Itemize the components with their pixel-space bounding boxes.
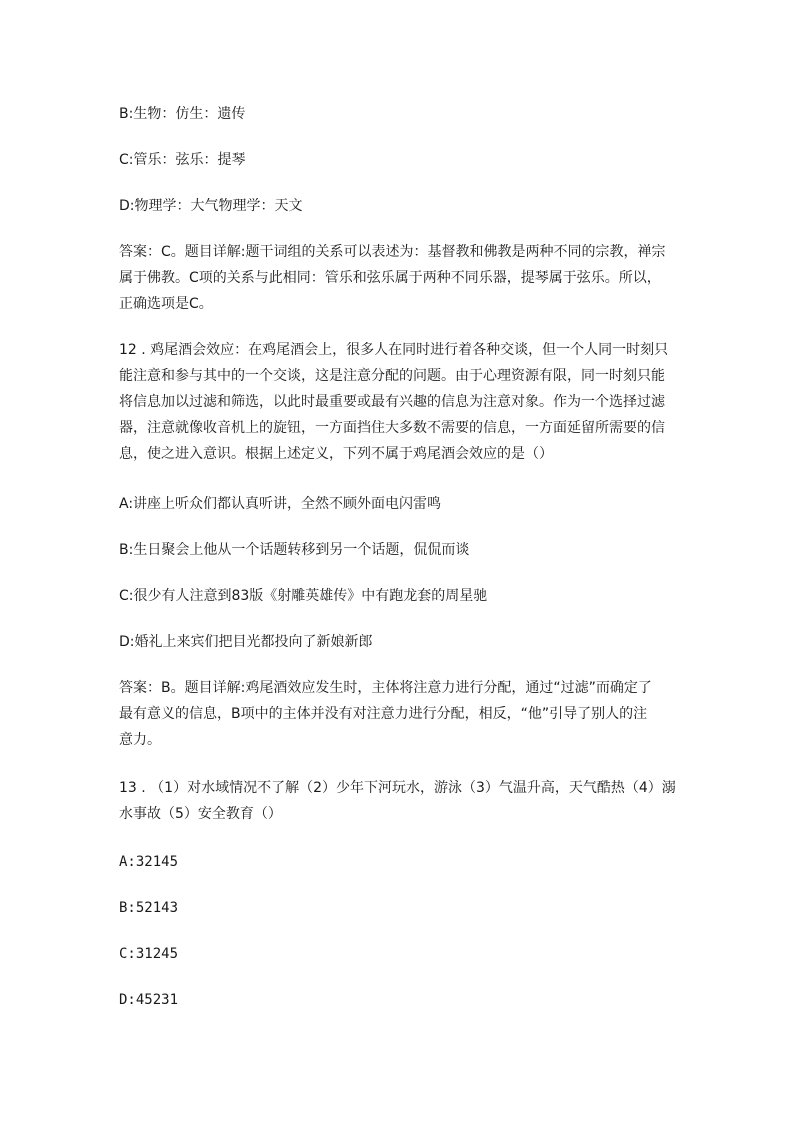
q11-option-c: C:管乐：弦乐：提琴 [119, 152, 246, 168]
q12-option-b: B:生日聚会上他从一个话题转移到另一个话题，侃侃而谈 [119, 542, 470, 558]
q13-stem-line: 水事故（5）安全教育（） [119, 806, 282, 822]
q13-option-c: C:31245 [119, 946, 179, 962]
q13-stem-line: 13 . （1）对水域情况不了解（2）少年下河玩水，游泳（3）气温升高，天气酷热（4）溺 [119, 780, 676, 796]
q12-answer-line: 最有意义的信息，B项中的主体并没有对注意力进行分配，相反，“他”引导了别人的注 [119, 706, 648, 722]
q12-stem-line: 器，注意就像收音机上的旋钮，一方面挡住大多数不需要的信息，一方面延留所需要的信 [119, 420, 665, 436]
q12-option-d: D:婚礼上来宾们把目光都投向了新娘新郎 [119, 634, 373, 650]
q13-option-a: A:32145 [119, 854, 179, 870]
q13-option-b: B:52143 [119, 900, 179, 916]
q13-option-d: D:45231 [119, 992, 179, 1008]
q12-stem-line: 12 . 鸡尾酒会效应：在鸡尾酒会上，很多人在同时进行着各种交谈，但一个人同一时刻只 [119, 342, 669, 358]
q12-stem-line: 将信息加以过滤和筛选，以此时最重要或最有兴趣的信息为注意对象。作为一个选择过滤 [119, 394, 665, 410]
q12-answer-line: 答案：B。题目详解:鸡尾酒效应发生时，主体将注意力进行分配，通过“过滤”而确定了 [119, 680, 652, 696]
q12-answer-line: 意力。 [119, 732, 161, 748]
q11-answer-line: 属于佛教。C项的关系与此相同：管乐和弦乐属于两种不同乐器，提琴属于弦乐。所以， [119, 270, 661, 286]
q11-answer-line: 正确选项是C。 [119, 296, 213, 312]
q11-option-b: B:生物：仿生：遗传 [119, 106, 246, 122]
q11-option-d: D:物理学：大气物理学：天文 [119, 198, 303, 214]
q12-option-a: A:讲座上听众们都认真听讲，全然不顾外面电闪雷鸣 [119, 496, 442, 512]
q12-stem-line: 能注意和参与其中的一个交谈，这是注意分配的问题。由于心理资源有限，同一时刻只能 [119, 368, 665, 384]
q12-stem-line: 息，使之进入意识。根据上述定义，下列不属于鸡尾酒会效应的是（） [119, 446, 553, 462]
q12-option-c: C:很少有人注意到83版《射雕英雄传》中有跑龙套的周星驰 [119, 588, 488, 604]
q11-answer-line: 答案：C。题目详解:题干词组的关系可以表述为：基督教和佛教是两种不同的宗教，禅宗 [119, 244, 666, 260]
